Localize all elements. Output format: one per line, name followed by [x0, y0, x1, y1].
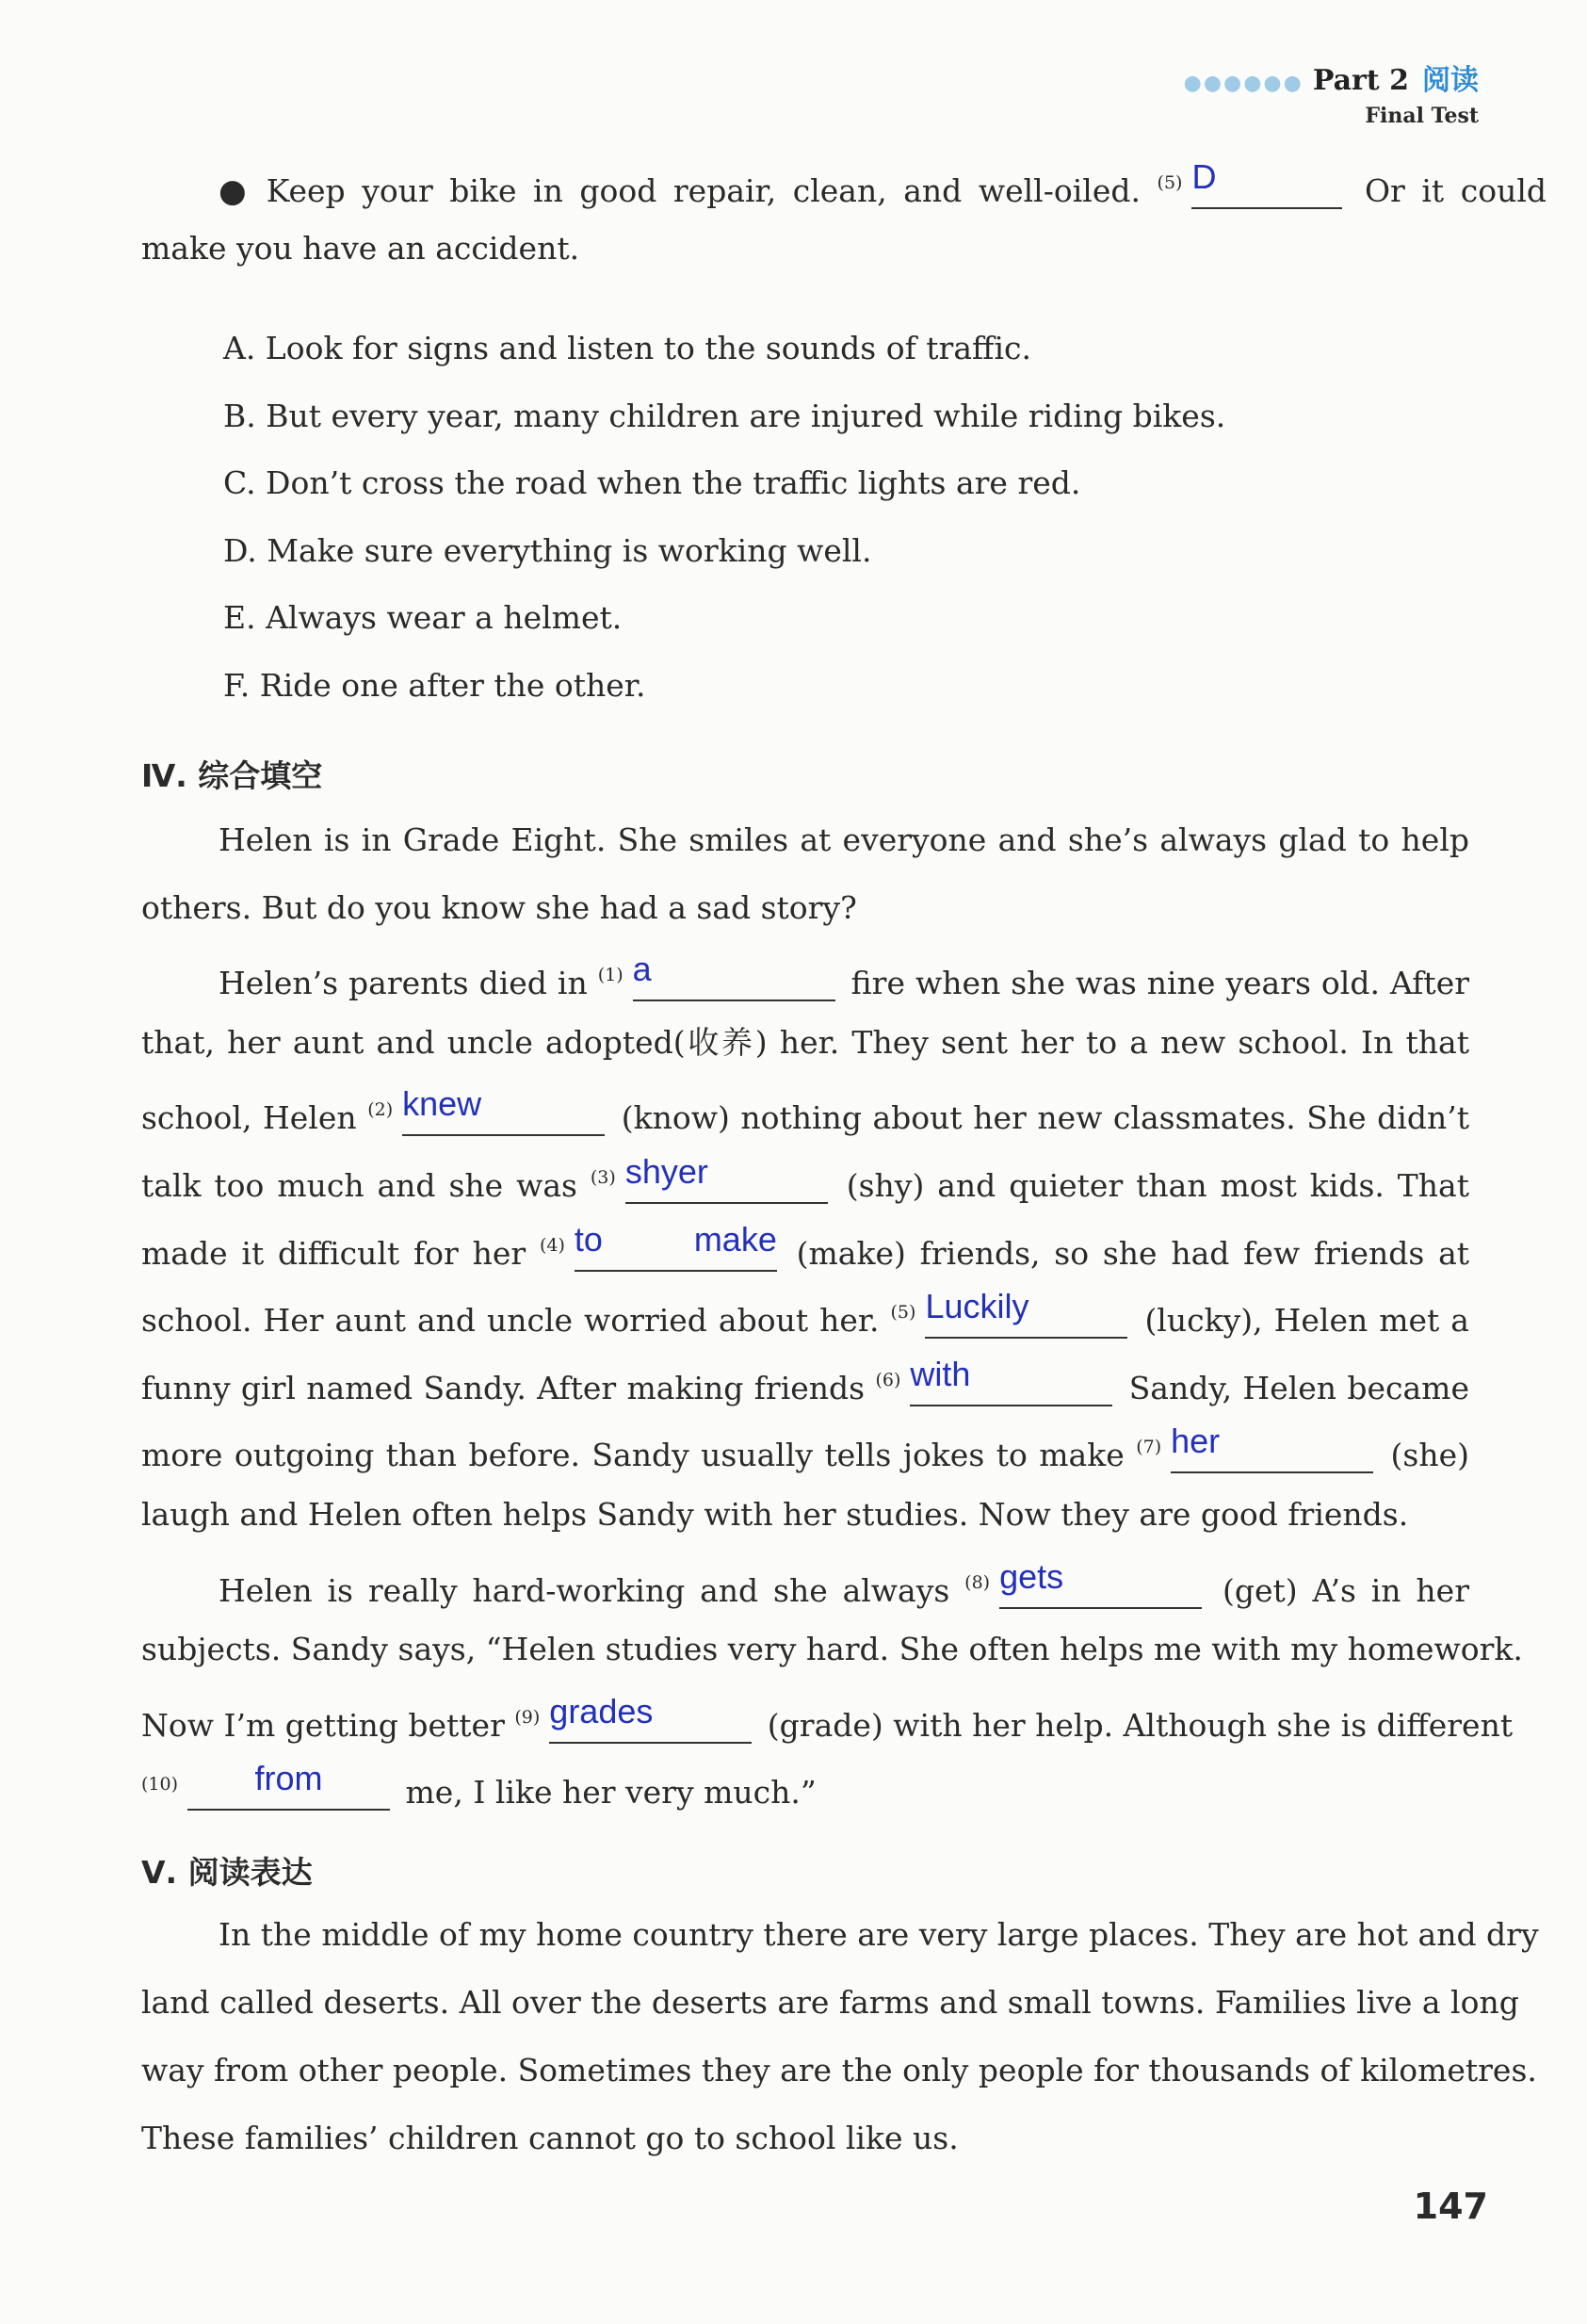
- option-e: E. Always wear a helmet.: [223, 599, 623, 636]
- para2-line7: funny girl named Sandy. After making friends $^{(6)}$ with Sandy, Helen became: [141, 1355, 1469, 1406]
- para3-line1: Helen is really hard-working and she always $^{(8)}$ gets (get) A’s in her: [219, 1557, 1469, 1609]
- answer-blank-5: D: [1191, 175, 1342, 209]
- answer-blank-10: from: [187, 1777, 390, 1811]
- answer-blank-7: her: [1171, 1439, 1373, 1473]
- para3-line2: subjects. Sandy says, “Helen studies very hard. She often helps me with my homework.: [141, 1631, 1523, 1667]
- para2-line4: talk too much and she was $^{(3)}$ shyer (shy) and quieter than most kids. That: [141, 1152, 1469, 1204]
- para2-line8: more outgoing than before. Sandy usually tells jokes to make $^{(7)}$ her (she): [141, 1422, 1470, 1473]
- para3-line3: Now I’m getting better $^{(9)}$ grades (grade) with her help. Although she is different: [141, 1692, 1514, 1744]
- part-chinese-label: 阅读: [1422, 64, 1479, 97]
- option-b: B. But every year, many children are injured while riding bikes.: [223, 398, 1226, 434]
- answer-blank-8: gets: [999, 1575, 1202, 1609]
- para2-line1: Helen’s parents died in $^{(1)}$ a fire when she was nine years old. After: [219, 950, 1469, 1001]
- option-d: D. Make sure everything is working well.: [223, 532, 872, 569]
- bullet-line: ● Keep your bike in good repair, clean, and well-oiled. $^{(5)}$ D Or it could: [219, 157, 1547, 210]
- header-subtitle: Final Test: [1365, 104, 1479, 128]
- header-dots: ●●●●●●: [1183, 71, 1304, 95]
- answer-blank-1: a: [633, 967, 835, 1001]
- bullet-icon: ●: [219, 172, 253, 210]
- para2-line5: made it difficult for her $^{(4)}$ to make (make) friends, so she had few friends at: [141, 1220, 1470, 1272]
- page-header: [1184, 57, 1479, 128]
- para1-line1: Helen is in Grade Eight. She smiles at everyone and she’s always glad to help: [219, 821, 1469, 858]
- section5-line2: land called deserts. All over the deserts are farms and small towns. Families live a long: [141, 1984, 1519, 2021]
- section-5-title: Ⅴ. 阅读表达: [141, 1854, 313, 1891]
- section5-line3: way from other people. Sometimes they are the only people for thousands of kilometres.: [141, 2052, 1537, 2088]
- para1-line2: others. But do you know she had a sad story?: [141, 889, 857, 926]
- option-f: F. Ride one after the other.: [223, 667, 646, 704]
- para2-line6: school. Her aunt and uncle worried about her. $^{(5)}$ Luckily (lucky), Helen met a: [141, 1287, 1469, 1339]
- para2-line9: laugh and Helen often helps Sandy with her studies. Now they are good friends.: [141, 1496, 1409, 1533]
- answer-blank-3: shyer: [625, 1170, 828, 1204]
- answer-blank-2: knew: [402, 1102, 605, 1136]
- section5-line1: In the middle of my home country there are very large places. They are hot and dry: [219, 1916, 1539, 1953]
- answer-blank-9: grades: [549, 1710, 752, 1744]
- bullet-line-2: make you have an accident.: [141, 230, 580, 267]
- answer-blank-4: to make: [575, 1238, 777, 1272]
- para3-line4: $^{(10)}$ from me, I like her very much.”: [141, 1759, 817, 1811]
- page-number: 147: [1413, 2186, 1488, 2227]
- para2-line3: school, Helen $^{(2)}$ knew (know) nothing about her new classmates. She didn’t: [141, 1084, 1469, 1136]
- section5-line4: These families’ children cannot go to school like us.: [141, 2120, 959, 2156]
- option-a: A. Look for signs and listen to the sounds of traffic.: [223, 330, 1031, 366]
- para2-line2: that, her aunt and uncle adopted(收养) her. They sent her to a new school. In that: [141, 1024, 1469, 1061]
- option-c: C. Don’t cross the road when the traffic lights are red.: [223, 464, 1081, 501]
- part-label: Part 2: [1312, 64, 1409, 97]
- answer-blank-5b: Luckily: [925, 1305, 1127, 1339]
- section-4-title: Ⅳ. 综合填空: [141, 757, 323, 794]
- answer-blank-6: with: [910, 1373, 1112, 1406]
